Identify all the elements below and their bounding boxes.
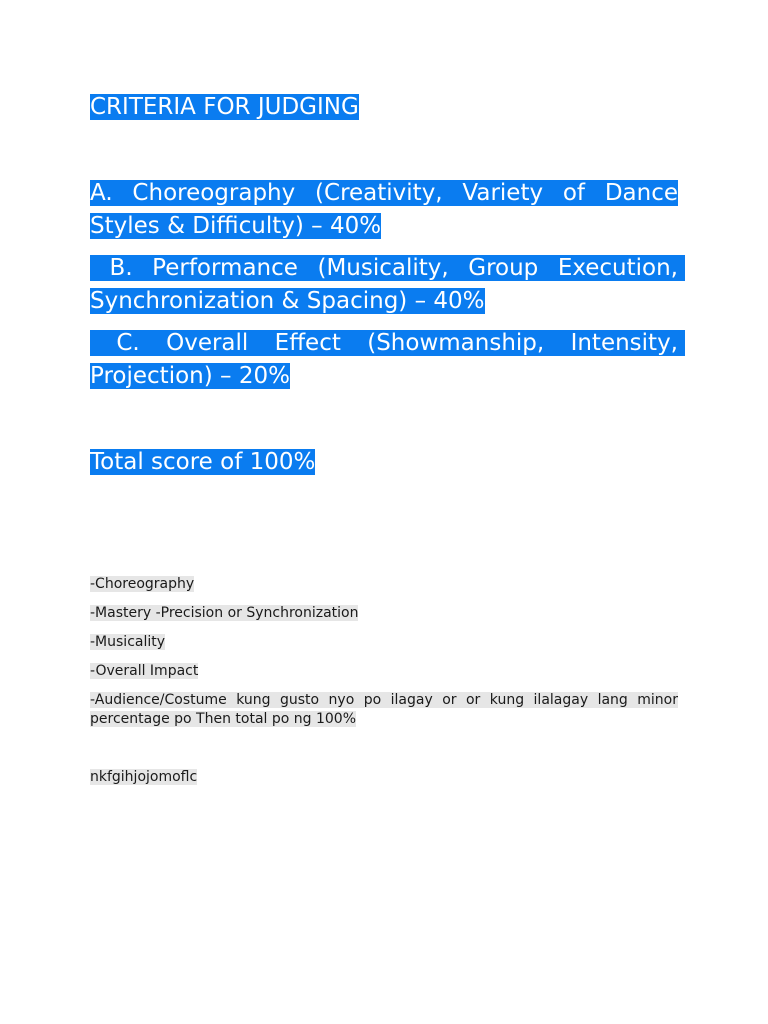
criterion-b-text: B. Performance (Musicality, Group Execution, Synchronization & Spacing) – 40% xyxy=(90,255,686,314)
title-text: CRITERIA FOR JUDGING xyxy=(90,94,359,120)
criterion-a-text: A. Choreography (Creativity, Variety of Dance Styles & Difficulty) – 40% xyxy=(90,180,678,239)
note-text: -Overall Impact xyxy=(90,663,199,679)
note-item xyxy=(90,768,678,787)
criterion-c xyxy=(90,327,686,393)
criterion-b xyxy=(90,252,686,318)
total-score-text: Total score of 100% xyxy=(90,449,316,475)
note-item xyxy=(90,633,678,652)
criterion-a xyxy=(90,177,678,243)
note-item xyxy=(90,691,678,729)
note-item xyxy=(90,604,678,623)
criterion-c-text: C. Overall Effect (Showmanship, Intensity, Projection) – 20% xyxy=(90,330,686,389)
note-text: -Mastery -Precision or Synchronization xyxy=(90,605,359,621)
note-text: -Audience/Costume kung gusto nyo po ilagay or or kung ilalagay lang minor percentage po Then total po ng 100% xyxy=(90,692,678,727)
note-item xyxy=(90,662,678,681)
note-text: -Musicality xyxy=(90,634,166,650)
total-score xyxy=(90,446,315,479)
document-title xyxy=(90,91,359,124)
note-item xyxy=(90,575,678,594)
note-text: nkfgihjojomoflc xyxy=(90,769,198,785)
note-text: -Choreography xyxy=(90,576,195,592)
